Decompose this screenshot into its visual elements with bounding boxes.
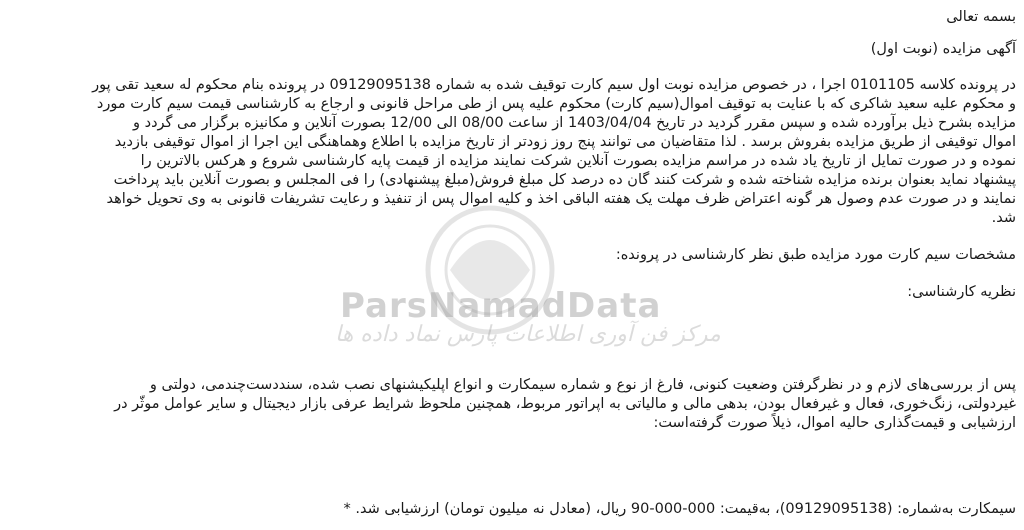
page-title: آگهی مزایده (نوبت اول) — [870, 41, 1016, 57]
body-line: مزایده بشرح ذیل برآورده شده و سپس مقرر گردید در تاریخ 1403/04/04 از ساعت 08/00 الی 12/00 بصورت آنلاین و مکانیزه برگزار می گردد و — [133, 115, 1016, 131]
body-line: پیشنهاد نماید بعنوان برنده مزایده شناخته شده و شرکت کنند گان ده درصد کل مبلغ فروش(مبلغ پیشنهادی) را فی المجلس و بصورت آنلاین باید پرداخت — [113, 172, 1016, 188]
expert-line: پس از بررسی‌های لازم و در نظرگرفتن وضعیت کنونی، فارغ از نوع و شماره سیمکارت و انواع اپلیکیشنهای نصب شده، سنددست‌چندمی، دولتی و — [149, 377, 1016, 393]
body-line: در پرونده کلاسه 0101105 اجرا ، در خصوص مزایده نوبت اول سیم کارت توقیف شده به شماره 09129095138 در پرونده بنام محکوم له سعید تقی پور — [92, 77, 1016, 93]
body-line: شد. — [991, 210, 1016, 226]
bismillah-heading: بسمه تعالی — [946, 9, 1016, 25]
body-line: نموده و در صورت تمایل از تاریخ یاد شده در مراسم مزایده بصورت آنلاین شرکت نمایند مزایده از قیمت پایه کارشناسی شروع و هرکس بالاترین را — [140, 153, 1016, 169]
expert-line: ارزشیابی و قیمت‌گذاری حالیه اموال، ذیلاً صورت گرفته‌است: — [653, 415, 1016, 431]
body-line: و محکوم علیه سعید شاکری که با عنایت به توقیف اموال(سیم کارت) محکوم علیه پس از طی مراحل قانونی و ارجاع به کارشناسی قیمت سیم کارت مورد — [96, 96, 1016, 112]
valuation-line: سیمکارت به‌شماره: (09129095138)، به‌قیمت: 000-000-90 ریال، (معادل نه میلیون تومان) ارزشیابی شد. * — [343, 501, 1016, 517]
watermark-subtitle: مرکز فن آوری اطلاعات پارس نماد داده ها — [335, 322, 721, 347]
specs-heading: مشخصات سیم کارت مورد مزایده طبق نظر کارشناسی در پرونده: — [615, 247, 1016, 263]
body-line: اموال توقیفی از طریق مزایده بفروش برسد . لذا متقاضیان می توانند پنج روز زودتر از تاریخ مزایده با اطلاع وهماهنگی این اجرا از اموال توقیفی بازدید — [114, 134, 1016, 150]
expert-heading: نظریه کارشناسی: — [907, 284, 1016, 300]
expert-line: غیردولتی، زنگ‌خوری، فعال و غیرفعال بودن، بدهی مالی و مالیاتی به اپراتور مربوط، همچنین ملحوظ شرایط عرفی بازار دیجیتال و سایر عوامل موثّر در — [114, 396, 1016, 412]
watermark-brand: ParsNamadData — [340, 286, 662, 326]
body-line: نمایند و در صورت عدم وصول هر گونه اعتراض ظرف مهلت یک هفته الباقی اخذ و کلیه اموال پس از تنفیذ و رعایت تشریفات قانونی به وی تحویل خواهد — [106, 191, 1016, 207]
